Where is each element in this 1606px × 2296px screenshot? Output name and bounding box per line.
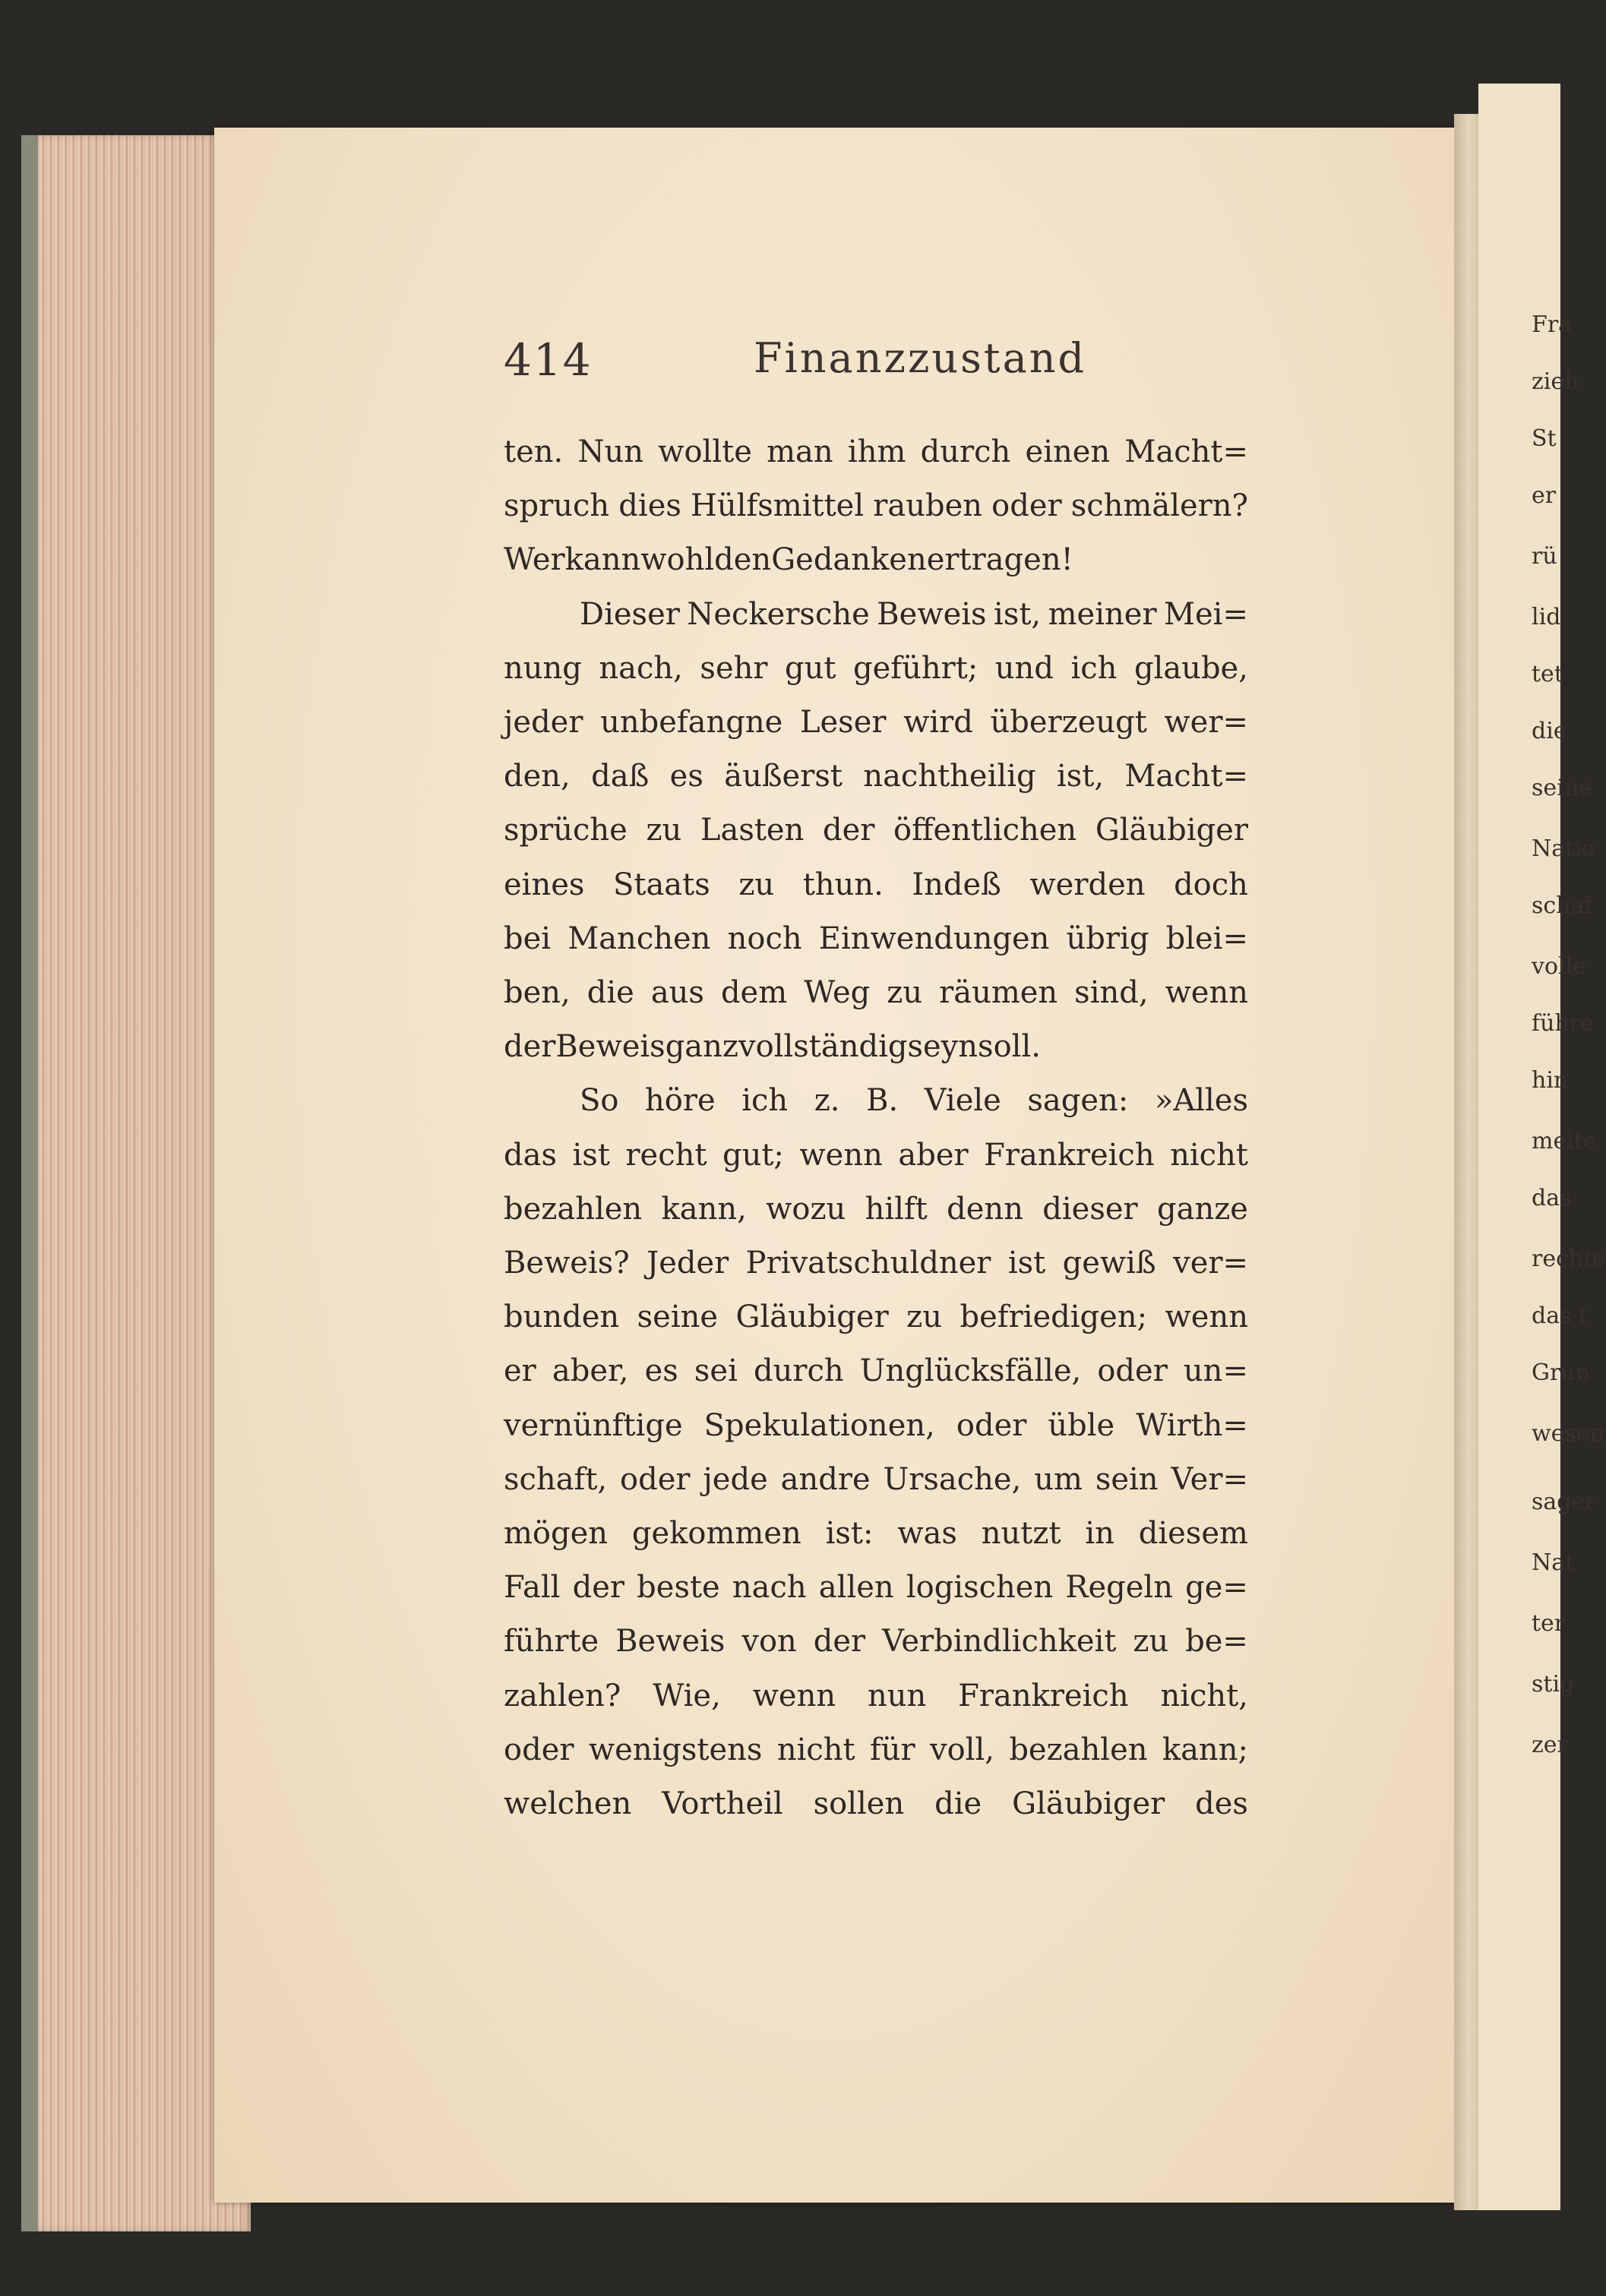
- adjacent-page-fragment: zer: [1532, 1732, 1568, 1758]
- word: blei=: [1165, 921, 1248, 956]
- word: überzeugt: [990, 705, 1147, 740]
- word: Einwendungen: [818, 921, 1050, 956]
- adjacent-page-fragment: schaf: [1532, 892, 1593, 919]
- word: für: [869, 1732, 915, 1767]
- text-line: [504, 1083, 1248, 1119]
- word: üble: [1048, 1407, 1115, 1443]
- text-line: [504, 1786, 1248, 1821]
- word: dieser: [1042, 1191, 1138, 1227]
- word: durch: [754, 1353, 844, 1389]
- word: zu: [646, 813, 682, 848]
- word: öffentlichen: [893, 813, 1077, 848]
- word: wollte: [658, 434, 752, 469]
- word: ganz: [665, 1029, 738, 1065]
- adjacent-page-fragment: Nat: [1532, 1549, 1575, 1576]
- word: Viele: [924, 1083, 1001, 1119]
- adjacent-page-fragment: Fra: [1532, 311, 1573, 338]
- word: nach: [732, 1570, 807, 1606]
- word: soll.: [978, 1029, 1041, 1065]
- word: nung: [504, 650, 582, 686]
- word: gut: [785, 650, 836, 686]
- text-line: [504, 596, 1248, 632]
- adjacent-page-fragment: rechte: [1532, 1246, 1606, 1272]
- word: seyn: [907, 1029, 978, 1065]
- word: unbefangne: [600, 705, 783, 740]
- adjacent-page-fragment: rü: [1532, 543, 1557, 570]
- word: andre: [780, 1461, 871, 1497]
- word: ich: [741, 1083, 789, 1119]
- word: vollständig: [738, 1029, 908, 1065]
- word: Vortheil: [662, 1786, 783, 1821]
- text-line: [504, 705, 1248, 740]
- word: nicht: [1170, 1137, 1248, 1173]
- word: und: [994, 650, 1054, 686]
- word: nachtheilig: [863, 759, 1036, 794]
- adjacent-page: [1478, 84, 1606, 2210]
- word: der: [504, 1029, 556, 1065]
- word: einen: [1025, 434, 1111, 469]
- word: Beweis?: [504, 1246, 630, 1281]
- adjacent-page-fragment: stig: [1532, 1671, 1575, 1698]
- word: wenn: [1165, 975, 1248, 1010]
- text-line: [504, 488, 1248, 524]
- word: den: [714, 542, 772, 578]
- word: ist,: [1056, 759, 1105, 794]
- word: sprüche: [504, 813, 628, 848]
- word: jede: [703, 1461, 768, 1497]
- adjacent-page-fragment: das: [1532, 1185, 1572, 1211]
- word: dem: [720, 975, 788, 1010]
- word: was: [897, 1516, 957, 1551]
- word: führte: [504, 1624, 599, 1660]
- text-line: [504, 813, 1248, 848]
- word: ge=: [1185, 1570, 1248, 1606]
- word: geführt;: [853, 650, 978, 686]
- word: sein: [1095, 1461, 1159, 1497]
- text-line: [504, 977, 1248, 1008]
- word: aus: [650, 975, 704, 1010]
- text-line: [504, 759, 1248, 794]
- book-gutter: [1454, 114, 1478, 2210]
- word: kann,: [661, 1191, 747, 1227]
- word: Frankreich: [984, 1137, 1155, 1173]
- word: Privatschuldner: [745, 1246, 991, 1281]
- word: wenn: [1165, 1300, 1248, 1335]
- word: Staats: [612, 867, 710, 902]
- word: zu: [1133, 1624, 1169, 1660]
- text-line: [504, 1407, 1248, 1443]
- word: Beweis: [615, 1624, 726, 1660]
- word: vernünftige: [504, 1407, 683, 1443]
- word: be=: [1185, 1624, 1248, 1660]
- word: schaft,: [504, 1461, 608, 1497]
- word: beste: [637, 1570, 720, 1606]
- word: kann;: [1162, 1732, 1248, 1767]
- word: ganze: [1156, 1191, 1248, 1227]
- word: Frankreich: [958, 1678, 1129, 1713]
- word: äußerst: [724, 759, 843, 794]
- word: Leser: [799, 705, 887, 740]
- word: der: [822, 813, 875, 848]
- word: Manchen: [567, 921, 711, 956]
- word: oder: [991, 488, 1062, 524]
- word: das: [504, 1137, 557, 1173]
- word: Spekulationen,: [703, 1407, 935, 1443]
- word: zu: [906, 1300, 943, 1335]
- word: welchen: [504, 1786, 632, 1821]
- text-line: [504, 1732, 1248, 1767]
- word: ihm: [847, 434, 906, 469]
- word: B.: [866, 1083, 899, 1119]
- adjacent-page-fragment: melte: [1532, 1128, 1597, 1154]
- word: wenn: [799, 1137, 883, 1173]
- text-line: [504, 1570, 1248, 1606]
- word: spruch: [504, 488, 610, 524]
- word: die: [934, 1786, 982, 1821]
- word: Gläubiger: [1012, 1786, 1165, 1821]
- word: bei: [504, 921, 552, 956]
- text-line: [504, 921, 1248, 956]
- word: mögen: [504, 1516, 609, 1551]
- word: bezahlen: [1009, 1732, 1148, 1767]
- word: ist: [1007, 1246, 1046, 1281]
- word: hilft: [865, 1191, 928, 1227]
- word: Wie,: [653, 1678, 721, 1713]
- text-line: [504, 867, 1248, 902]
- word: die: [586, 975, 634, 1010]
- adjacent-page-fragment: zieh: [1532, 368, 1579, 395]
- word: ist:: [825, 1516, 874, 1551]
- word: voll,: [929, 1732, 994, 1767]
- word: Fall: [504, 1570, 561, 1606]
- word: daß: [591, 759, 650, 794]
- text-line: [504, 434, 1248, 469]
- word: So: [580, 1083, 619, 1119]
- word: ich: [1070, 650, 1118, 686]
- word: sei: [694, 1353, 738, 1389]
- word: Weg: [804, 975, 871, 1010]
- word: ten.: [504, 434, 564, 469]
- word: nicht,: [1160, 1678, 1248, 1713]
- word: allen: [818, 1570, 894, 1606]
- adjacent-page-fragment: St: [1532, 425, 1557, 452]
- word: dies: [618, 488, 681, 524]
- word: er: [504, 1353, 536, 1389]
- word: befriedigen;: [959, 1300, 1148, 1335]
- word: Ver=: [1171, 1461, 1248, 1497]
- word: zu: [887, 975, 923, 1010]
- text-line: [504, 1246, 1248, 1281]
- word: Jeder: [647, 1246, 729, 1281]
- word: sagen:: [1027, 1083, 1129, 1119]
- word: wozu: [766, 1191, 846, 1227]
- text-line: [504, 542, 1248, 578]
- word: man: [767, 434, 833, 469]
- text-line: [504, 1137, 1248, 1173]
- word: Macht=: [1124, 434, 1248, 469]
- word: wohl: [640, 542, 715, 578]
- text-line: [504, 1029, 1248, 1065]
- word: räumen: [939, 975, 1058, 1010]
- word: übrig: [1066, 921, 1149, 956]
- word: rauben: [873, 488, 983, 524]
- word: nun: [867, 1678, 927, 1713]
- word: wer=: [1164, 705, 1248, 740]
- word: ertragen!: [926, 542, 1073, 578]
- word: oder: [504, 1732, 574, 1767]
- word: bunden: [504, 1300, 620, 1335]
- word: nutzt: [981, 1516, 1061, 1551]
- text-line: [504, 650, 1248, 686]
- word: Hülfsmittel: [691, 488, 865, 524]
- word: aber,: [552, 1353, 629, 1389]
- adjacent-page-fragment: lid: [1532, 604, 1561, 630]
- word: recht: [625, 1137, 707, 1173]
- text-line: [504, 1353, 1248, 1389]
- word: ben,: [504, 975, 571, 1010]
- word: von: [741, 1624, 797, 1660]
- page-number: 414: [504, 334, 593, 386]
- word: werden: [1029, 867, 1146, 902]
- word: diesem: [1138, 1516, 1248, 1551]
- text-line: [504, 1678, 1248, 1713]
- word: zu: [738, 867, 775, 902]
- running-head: Finanzzustand: [754, 334, 1087, 382]
- word: »Alles: [1154, 1083, 1248, 1119]
- word: gut;: [722, 1137, 784, 1173]
- adjacent-page-fragment: er: [1532, 482, 1557, 509]
- adjacent-page-fragment: wesen: [1532, 1420, 1604, 1447]
- word: es: [669, 759, 703, 794]
- word: nach,: [599, 650, 683, 686]
- word: un=: [1183, 1353, 1248, 1389]
- word: denn: [947, 1191, 1023, 1227]
- text-line: [504, 1300, 1248, 1335]
- adjacent-page-fragment: seine: [1532, 775, 1592, 801]
- word: gekommen: [631, 1516, 801, 1551]
- word: seine: [637, 1300, 719, 1335]
- adjacent-page-fragment: Natio: [1532, 835, 1595, 862]
- word: Gläubiger: [735, 1300, 889, 1335]
- word: logischen: [906, 1570, 1054, 1606]
- word: sehr: [700, 650, 768, 686]
- word: Indeß: [912, 867, 1001, 902]
- adjacent-page-fragment: Grun: [1532, 1360, 1590, 1386]
- word: noch: [727, 921, 802, 956]
- word: kann: [564, 542, 641, 578]
- adjacent-page-fragment: volle: [1532, 953, 1586, 980]
- adjacent-page-fragment: führe: [1532, 1010, 1594, 1037]
- word: ist,: [994, 596, 1042, 632]
- word: oder: [956, 1407, 1027, 1443]
- word: in: [1085, 1516, 1114, 1551]
- word: wenigstens: [588, 1732, 763, 1767]
- word: oder: [620, 1461, 691, 1497]
- word: Gläubiger: [1095, 813, 1248, 848]
- text-line: [504, 1191, 1248, 1227]
- word: Beweis: [877, 596, 987, 632]
- word: Unglücksfälle,: [859, 1353, 1082, 1389]
- word: Ursache,: [883, 1461, 1022, 1497]
- word: oder: [1097, 1353, 1168, 1389]
- adjacent-page-fragment: hin: [1532, 1067, 1569, 1094]
- word: sind,: [1074, 975, 1149, 1010]
- word: sollen: [813, 1786, 905, 1821]
- word: Beweis: [555, 1029, 665, 1065]
- text-line: [504, 1461, 1248, 1497]
- word: ver=: [1173, 1246, 1248, 1281]
- word: höre: [645, 1083, 716, 1119]
- word: aber: [898, 1137, 969, 1173]
- word: eines: [504, 867, 585, 902]
- word: meiner: [1048, 596, 1157, 632]
- word: Macht=: [1124, 759, 1248, 794]
- word: Nun: [577, 434, 643, 469]
- word: es: [644, 1353, 678, 1389]
- word: gewiß: [1062, 1246, 1156, 1281]
- word: jeder: [504, 705, 583, 740]
- word: Neckersche: [687, 596, 870, 632]
- word: doch: [1174, 867, 1248, 902]
- adjacent-page-fragment: die: [1532, 718, 1567, 744]
- word: ist: [572, 1137, 610, 1173]
- word: Regeln: [1065, 1570, 1173, 1606]
- word: den,: [504, 759, 571, 794]
- adjacent-page-fragment: sager: [1532, 1489, 1596, 1515]
- text-line: [504, 1518, 1248, 1549]
- word: Wirth=: [1136, 1407, 1248, 1443]
- adjacent-page-fragment: tet: [1532, 661, 1563, 687]
- word: Wer: [504, 542, 565, 578]
- word: der: [813, 1624, 866, 1660]
- word: um: [1034, 1461, 1083, 1497]
- adjacent-page-fragment: das t: [1532, 1303, 1589, 1329]
- word: glaube,: [1133, 650, 1248, 686]
- word: wenn: [752, 1678, 836, 1713]
- word: zahlen?: [504, 1678, 621, 1713]
- word: Mei=: [1164, 596, 1248, 632]
- word: durch: [920, 434, 1011, 469]
- text-line: [504, 1624, 1248, 1660]
- word: bezahlen: [504, 1191, 643, 1227]
- word: Dieser: [580, 596, 680, 632]
- adjacent-page-fragment: ter: [1532, 1610, 1566, 1637]
- word: des: [1195, 1786, 1248, 1821]
- word: schmälern?: [1070, 488, 1248, 524]
- word: Lasten: [700, 813, 805, 848]
- word: wird: [903, 705, 973, 740]
- word: der: [572, 1570, 625, 1606]
- word: Verbindlichkeit: [882, 1624, 1117, 1660]
- word: thun.: [802, 867, 884, 902]
- word: Gedanken: [771, 542, 927, 578]
- word: nicht: [776, 1732, 855, 1767]
- word: z.: [814, 1083, 840, 1119]
